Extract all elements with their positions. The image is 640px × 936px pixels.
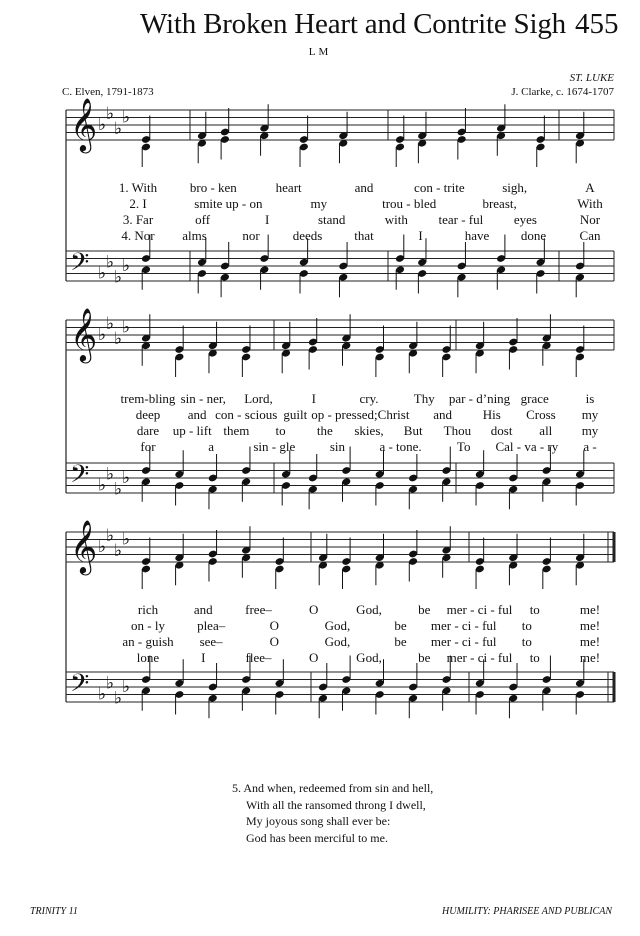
- lyric-syllable: to: [529, 602, 540, 617]
- bass-clef-icon: 𝄢: [70, 248, 90, 283]
- lyric-syllable: that: [354, 228, 374, 243]
- lyric-syllable: lone: [136, 650, 160, 665]
- lyric-syllable: be: [394, 634, 407, 649]
- lyric-syllable: a - tone.: [379, 439, 422, 454]
- lyric-syllable: and: [193, 602, 213, 617]
- lyric-syllable: O: [269, 618, 279, 633]
- lyric-syllable: To: [456, 439, 471, 454]
- lyric-syllable: deep: [135, 407, 161, 422]
- flat-icon: ♭: [114, 540, 123, 561]
- lyric-syllable: con - trite: [414, 180, 465, 195]
- lyric-syllable: my: [581, 407, 599, 422]
- lyric-syllable: O: [269, 634, 279, 649]
- flat-icon: ♭: [122, 677, 131, 697]
- flat-icon: ♭: [114, 328, 123, 349]
- lyric-syllable: be: [394, 618, 407, 633]
- lyric-syllable: dare: [136, 423, 160, 438]
- lyric-syllable: sin - gle: [253, 439, 296, 454]
- meter-label: LM: [308, 46, 332, 58]
- lyric-syllable: par - d’ning: [448, 391, 511, 406]
- lyric-syllable: 2. I: [129, 196, 147, 211]
- flat-icon: ♭: [106, 464, 115, 485]
- lyric-syllable: rich: [137, 602, 159, 617]
- stanza-5-line-1: 5. And when, redeemed from sin and hell,: [232, 781, 434, 795]
- lyric-syllable: O: [309, 602, 319, 617]
- lyric-syllable: mer - ci - ful: [430, 634, 497, 649]
- lyric-syllable: nor: [242, 228, 260, 243]
- lyric-syllable: dost: [490, 423, 513, 438]
- stanza-5-line-2: With all the ransomed throng I dwell,: [246, 797, 426, 812]
- lyric-syllable: alms: [182, 228, 207, 243]
- composer-credit: J. Clarke, c. 1674-1707: [511, 86, 614, 98]
- lyric-syllable: mer - ci - ful: [430, 618, 497, 633]
- lyric-syllable: guilt: [283, 407, 308, 422]
- lyric-syllable: breast,: [482, 196, 517, 211]
- lyric-syllable: with: [384, 212, 408, 227]
- hymn-title: With Broken Heart and Contrite Sigh: [140, 8, 566, 40]
- lyric-syllable: God,: [324, 618, 351, 633]
- lyric-syllable: Cross: [526, 407, 556, 422]
- flat-icon: ♭: [122, 256, 131, 276]
- flat-icon: ♭: [98, 263, 107, 284]
- stanza-5-line-4: God has been merciful to me.: [246, 830, 388, 845]
- lyric-syllable: tear - ful: [438, 212, 484, 227]
- lyric-syllable: Can: [579, 228, 601, 243]
- lyric-syllable: trem-bling: [120, 391, 176, 406]
- lyric-syllable: off: [195, 212, 211, 227]
- lyric-syllable: trou - bled: [382, 196, 437, 211]
- flat-icon: ♭: [106, 103, 115, 124]
- stanza-5-line-3: My joyous song shall ever be:: [246, 814, 391, 828]
- lyric-syllable: be: [418, 650, 431, 665]
- flat-icon: ♭: [106, 525, 115, 546]
- lyric-syllable: flee–: [245, 650, 272, 665]
- flat-icon: ♭: [98, 325, 107, 345]
- treble-clef-icon: 𝄞: [70, 519, 98, 573]
- lyric-syllable: stand: [317, 212, 346, 227]
- stanza-5: [232, 780, 433, 846]
- lyric-syllable: me!: [579, 634, 601, 649]
- lyric-syllable: to: [521, 634, 532, 649]
- lyric-syllable: the: [316, 423, 333, 438]
- lyric-syllable: mer - ci - ful: [446, 602, 513, 617]
- lyric-syllable: O: [309, 650, 319, 665]
- lyric-syllable: to: [275, 423, 286, 438]
- footer-topic: HUMILITY: PHARISEE AND PUBLICAN: [442, 906, 612, 917]
- lyric-syllable: my: [310, 196, 328, 211]
- lyric-syllable: free–: [245, 602, 272, 617]
- lyric-syllable: Christ: [377, 407, 410, 422]
- treble-clef-icon: 𝄞: [70, 97, 98, 151]
- lyric-syllable: heart: [275, 180, 302, 195]
- lyric-syllable: skies,: [354, 423, 384, 438]
- flat-icon: ♭: [98, 684, 107, 705]
- lyric-syllable: But: [403, 423, 423, 438]
- hymn-number: 455: [575, 8, 619, 40]
- flat-icon: ♭: [106, 252, 115, 273]
- flat-icon: ♭: [98, 475, 107, 496]
- lyric-syllable: 4. Nor: [121, 228, 155, 243]
- lyric-syllable: bro - ken: [189, 180, 237, 195]
- lyric-syllable: mer - ci - ful: [446, 650, 513, 665]
- lyric-syllable: With: [577, 196, 603, 211]
- flat-icon: ♭: [114, 267, 123, 288]
- lyric-syllable: for: [140, 439, 156, 454]
- flat-icon: ♭: [98, 537, 107, 557]
- lyric-syllable: deeds: [292, 228, 323, 243]
- lyric-syllable: I: [311, 391, 316, 406]
- lyric-syllable: Cal - va - ry: [495, 439, 559, 454]
- lyric-syllable: and: [433, 407, 453, 422]
- lyric-syllable: me!: [579, 618, 601, 633]
- lyric-syllable: 1. With: [118, 180, 158, 195]
- lyric-syllable: I: [418, 228, 423, 243]
- lyric-syllable: be: [418, 602, 431, 617]
- lyric-syllable: up - lift: [172, 423, 212, 438]
- lyric-syllable: an - guish: [122, 634, 174, 649]
- lyric-syllable: cry.: [359, 391, 379, 406]
- lyric-syllable: them: [223, 423, 250, 438]
- flat-icon: ♭: [98, 115, 107, 135]
- flat-icon: ♭: [106, 313, 115, 334]
- lyric-syllable: grace: [520, 391, 549, 406]
- lyric-syllable: con - scious: [215, 407, 278, 422]
- lyric-syllable: me!: [579, 602, 601, 617]
- treble-clef-icon: 𝄞: [70, 307, 98, 361]
- lyric-syllable: a -: [583, 439, 597, 454]
- lyric-syllable: smite up - on: [194, 196, 263, 211]
- lyric-syllable: eyes: [513, 212, 537, 227]
- lyric-syllable: on - ly: [131, 618, 165, 633]
- footer-season: TRINITY 11: [30, 906, 78, 917]
- lyric-syllable: Nor: [579, 212, 601, 227]
- lyric-syllable: Lord,: [244, 391, 273, 406]
- flat-icon: ♭: [122, 107, 131, 128]
- lyric-syllable: sigh,: [502, 180, 528, 195]
- lyric-syllable: God,: [324, 634, 351, 649]
- lyric-syllable: me!: [579, 650, 601, 665]
- lyric-syllable: Thou: [443, 423, 472, 438]
- lyric-syllable: to: [521, 618, 532, 633]
- lyric-syllable: and: [187, 407, 207, 422]
- lyric-syllable: my: [581, 423, 599, 438]
- lyric-syllable: see–: [199, 634, 223, 649]
- bass-clef-icon: 𝄢: [70, 669, 90, 704]
- lyric-syllable: have: [464, 228, 490, 243]
- flat-icon: ♭: [114, 688, 123, 709]
- flat-icon: ♭: [122, 529, 131, 550]
- lyric-syllable: I: [264, 212, 270, 227]
- tune-name: ST. LUKE: [569, 72, 614, 84]
- lyric-syllable: to: [529, 650, 540, 665]
- lyric-syllable: op - pressed;: [311, 407, 378, 422]
- lyric-syllable: A: [585, 180, 595, 195]
- lyric-syllable: all: [539, 423, 553, 438]
- lyric-syllable: done: [520, 228, 547, 243]
- flat-icon: ♭: [114, 118, 123, 139]
- bass-clef-icon: 𝄢: [70, 460, 90, 495]
- lyric-syllable: a: [208, 439, 215, 454]
- flat-icon: ♭: [114, 479, 123, 500]
- flat-icon: ♭: [122, 468, 131, 488]
- lyric-syllable: I: [201, 650, 206, 665]
- lyric-syllable: God,: [356, 602, 382, 617]
- flat-icon: ♭: [106, 673, 115, 694]
- lyric-syllable: sin - ner,: [180, 391, 226, 406]
- author-credit: C. Elven, 1791-1873: [62, 86, 154, 98]
- lyric-syllable: plea–: [197, 618, 226, 633]
- lyric-syllable: Thy: [413, 391, 435, 406]
- lyric-syllable: God,: [356, 650, 382, 665]
- lyric-syllable: His: [482, 407, 501, 422]
- lyric-syllable: and: [354, 180, 374, 195]
- flat-icon: ♭: [122, 317, 131, 338]
- lyric-syllable: sin: [329, 439, 346, 454]
- lyric-syllable: 3. Far: [122, 212, 154, 227]
- lyric-syllable: is: [585, 391, 595, 406]
